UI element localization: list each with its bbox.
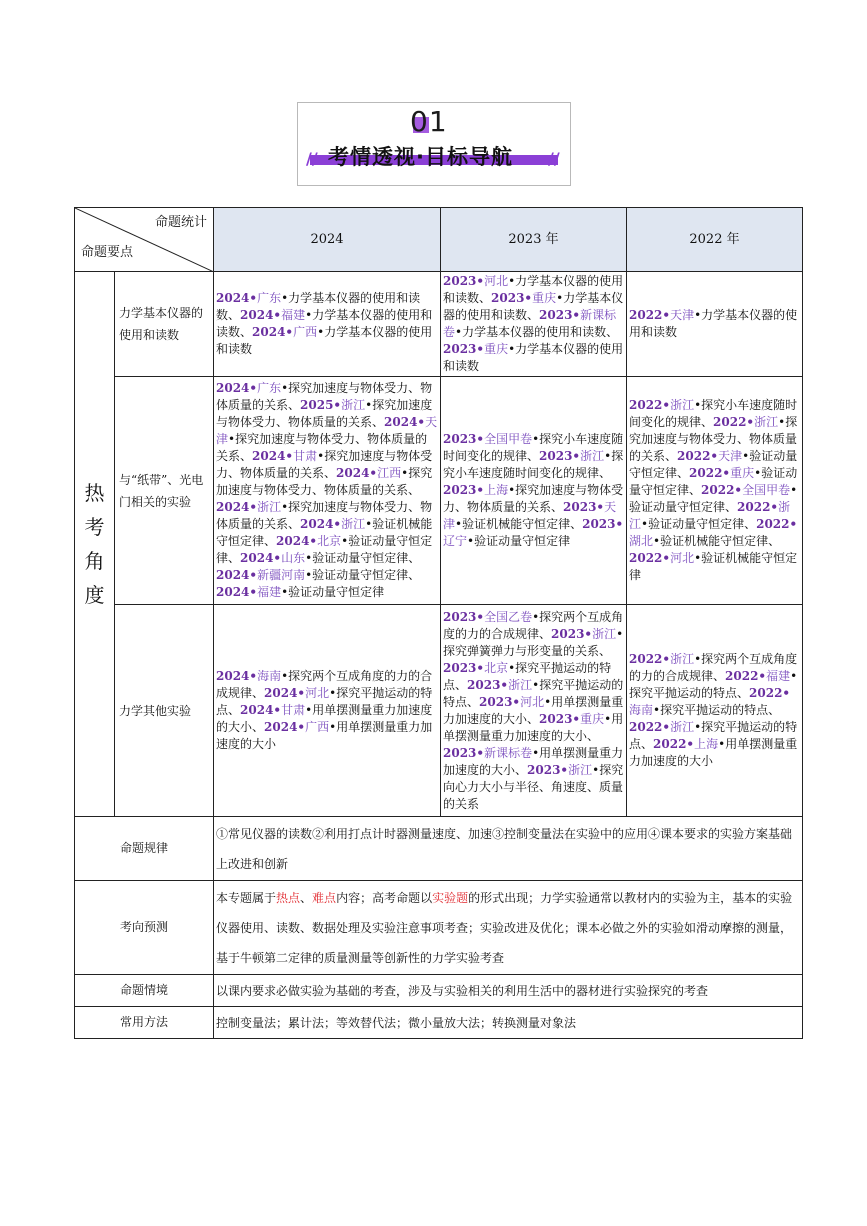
text-segment: 以课内要求必做实验为基础的考查，涉及与实验相关的利用生活中的器材进行实验探究的考查 bbox=[216, 983, 709, 998]
emphasis-text: 实验题 bbox=[432, 890, 469, 905]
region-tag: 上海 bbox=[484, 483, 509, 497]
region-tag: 浙江 bbox=[670, 398, 695, 412]
year-tag: 2022• bbox=[749, 686, 791, 700]
region-tag: 重庆 bbox=[484, 342, 509, 356]
year-tag: 2022• bbox=[725, 669, 767, 683]
region-tag: 辽宁 bbox=[443, 534, 468, 548]
region-tag: 浙江 bbox=[257, 500, 282, 514]
corner-bottom-label: 命题要点 bbox=[81, 245, 134, 260]
region-tag: 天津 bbox=[216, 415, 438, 446]
text-segment: •用单摆测量重力加速度的大小、 bbox=[443, 711, 624, 743]
region-tag: 天津 bbox=[443, 500, 617, 531]
region-tag: 浙江 bbox=[341, 517, 366, 531]
region-tag: 福建 bbox=[257, 585, 282, 599]
text-segment: •探究加速度与物体受力、物体质量的关系、 bbox=[216, 449, 433, 480]
year-tag: 2022• bbox=[653, 737, 695, 751]
corner-top-label: 命题统计 bbox=[154, 215, 207, 230]
region-tag: 湖北 bbox=[629, 534, 654, 548]
region-tag: 山东 bbox=[281, 551, 306, 565]
text-segment: •验证机械能守恒定律 bbox=[629, 551, 798, 582]
text-segment: •验证动量守恒定律、 bbox=[629, 466, 798, 497]
region-tag: 浙江 bbox=[670, 652, 695, 666]
cell-2024 bbox=[214, 272, 441, 377]
year-tag: 2023• bbox=[563, 500, 605, 514]
year-tag: 2024• bbox=[240, 308, 282, 322]
cell-2024 bbox=[214, 605, 441, 817]
hot-topic-group-label bbox=[75, 272, 115, 817]
text-segment: •探究加速度与物体受力、物体质量的关系、 bbox=[216, 398, 433, 429]
year-tag: 2023• bbox=[551, 626, 593, 641]
text-segment: •探究平抛运动的特点、 bbox=[443, 677, 624, 709]
year-tag: 2024• bbox=[216, 500, 258, 514]
region-tag: 浙江 bbox=[580, 449, 605, 463]
year-tag: 2024• bbox=[216, 669, 258, 683]
region-tag: 甘肃 bbox=[293, 449, 318, 463]
summary-label: 常用方法 bbox=[75, 1007, 214, 1039]
year-tag: 2022• bbox=[701, 483, 743, 497]
text-segment: •力学基本仪器的使用和读数 bbox=[216, 325, 433, 356]
year-tag: 2024• bbox=[216, 568, 258, 582]
year-tag: 2024• bbox=[216, 381, 258, 395]
text-segment: •探究小车速度随时间变化的规律、 bbox=[443, 449, 624, 480]
region-tag: 天津 bbox=[670, 308, 695, 322]
region-tag: 上海 bbox=[694, 737, 719, 751]
topic-cell: 力学其他实验 bbox=[115, 605, 214, 817]
year-tag: 2023• bbox=[443, 342, 485, 356]
section-banner bbox=[297, 102, 571, 186]
topic-cell: 与“纸带”、光电门相关的实验 bbox=[115, 377, 214, 605]
year-tag: 2023• bbox=[539, 449, 581, 463]
text-segment: •验证动量守恒定律 bbox=[467, 534, 571, 548]
summary-row bbox=[75, 881, 803, 975]
summary-row bbox=[75, 1007, 803, 1039]
header-row bbox=[75, 208, 803, 272]
text-segment: •探究平抛运动的特点、 bbox=[629, 720, 798, 751]
group-char: 热 bbox=[84, 481, 105, 505]
text-segment: •用单摆测量重力加速度的大小 bbox=[629, 737, 798, 768]
summary-text bbox=[214, 881, 803, 975]
table-row bbox=[75, 605, 803, 817]
region-tag: 新课标卷 bbox=[443, 308, 617, 339]
year-tag: 2023• bbox=[467, 677, 509, 692]
summary-label: 考向预测 bbox=[75, 881, 214, 975]
year-tag: 2023• bbox=[491, 291, 533, 305]
text-segment: •力学基本仪器的使用和读数、 bbox=[443, 274, 624, 305]
text-segment: •探究平抛运动的特点、 bbox=[629, 669, 798, 700]
year-tag: 2022• bbox=[756, 517, 798, 531]
year-tag: 2022• bbox=[737, 500, 779, 514]
table-row bbox=[75, 377, 803, 605]
text-segment: •验证动量守恒定律、 bbox=[641, 517, 757, 531]
region-tag: 河北 bbox=[670, 551, 695, 565]
region-tag: 福建 bbox=[766, 669, 791, 683]
year-tag: 2022• bbox=[629, 308, 671, 322]
year-tag: 2023• bbox=[443, 745, 485, 760]
text-segment: 、 bbox=[300, 890, 313, 905]
text-segment: 内容；高考命题以 bbox=[336, 890, 433, 905]
group-char: 考 bbox=[84, 515, 105, 539]
year-tag: 2022• bbox=[629, 652, 671, 666]
year-tag: 2022• bbox=[629, 720, 671, 734]
summary-label: 命题情境 bbox=[75, 975, 214, 1007]
text-segment: •用单摆测量重力加速度的大小、 bbox=[443, 694, 624, 726]
year-tag: 2023• bbox=[539, 711, 581, 726]
emphasis-text: 热点 bbox=[276, 890, 301, 905]
text-segment: •探究平抛运动的特点、 bbox=[443, 660, 612, 692]
summary-text bbox=[214, 817, 803, 881]
region-tag: 河北 bbox=[520, 694, 545, 709]
cell-2024 bbox=[214, 377, 441, 605]
year-tag: 2022• bbox=[677, 449, 719, 463]
region-tag: 全国乙卷 bbox=[484, 609, 533, 624]
text-segment: •验证机械能守恒定律、 bbox=[455, 517, 583, 531]
region-tag: 全国甲卷 bbox=[742, 483, 791, 497]
text-segment: •力学基本仪器的使用和读数、 bbox=[216, 308, 433, 339]
corner-header-cell bbox=[75, 208, 214, 272]
topic-cell: 力学基本仪器的使用和读数 bbox=[115, 272, 214, 377]
header-2022: 2022 年 bbox=[627, 208, 803, 272]
year-tag: 2024• bbox=[216, 291, 258, 305]
region-tag: 浙江 bbox=[341, 398, 366, 412]
text-segment: •探究加速度与物体受力、物体质量的关系、 bbox=[216, 466, 433, 497]
year-tag: 2024• bbox=[276, 534, 318, 548]
text-segment: •探究加速度与物体受力、物体质量的关系、 bbox=[216, 432, 428, 463]
region-tag: 浙江 bbox=[592, 626, 617, 641]
year-tag: 2024• bbox=[252, 325, 294, 339]
year-tag: 2024• bbox=[336, 466, 378, 480]
summary-text bbox=[214, 975, 803, 1007]
text-segment: •探究两个互成角度的力的合成规律、 bbox=[443, 609, 624, 641]
summary-row bbox=[75, 975, 803, 1007]
year-tag: 2022• bbox=[689, 466, 731, 480]
text-segment: •探究两个互成角度的力的合成规律、 bbox=[629, 652, 798, 683]
region-tag: 广西 bbox=[293, 325, 318, 339]
year-tag: 2024• bbox=[252, 449, 294, 463]
text-segment: 控制变量法；累计法；等效替代法；微小量放大法；转换测量对象法 bbox=[216, 1015, 577, 1030]
text-segment: •探究小车速度随时间变化的规律、 bbox=[629, 398, 798, 429]
region-tag: 广东 bbox=[257, 291, 282, 305]
text-segment: •力学基本仪器的使用和读数 bbox=[443, 342, 624, 373]
year-tag: 2024• bbox=[240, 551, 282, 565]
section-title: 考情透视·目标导航 bbox=[328, 145, 513, 169]
year-tag: 2022• bbox=[629, 398, 671, 412]
text-segment: •探究平抛运动的特点、 bbox=[653, 703, 781, 717]
year-tag: 2024• bbox=[240, 703, 282, 717]
year-tag: 2023• bbox=[527, 762, 569, 777]
summary-row bbox=[75, 817, 803, 881]
cell-2022 bbox=[627, 272, 803, 377]
text-segment: •力学基本仪器的使用和读数、 bbox=[443, 291, 624, 322]
region-tag: 浙江 bbox=[629, 500, 791, 531]
region-tag: 重庆 bbox=[730, 466, 755, 480]
group-char: 角 bbox=[84, 549, 105, 573]
cell-2023 bbox=[441, 272, 627, 377]
region-tag: 浙江 bbox=[670, 720, 695, 734]
text-segment: •用单摆测量重力加速度的大小、 bbox=[443, 745, 624, 777]
text-segment: •力学基本仪器的使用和读数、 bbox=[216, 291, 421, 322]
year-tag: 2024• bbox=[264, 720, 306, 734]
text-segment: 的形式出现；力学实验通常以教材内的实验为主，基本的实验仪器使用、读数、数据处理及实验注意事项考查；实验改进及优化；课本必做之外的实验如滑动摩擦的测量，基于牛顿第二定律的质量测量等创新性的力学实验考查 bbox=[216, 890, 793, 965]
text-segment: •探究平抛运动的特点、 bbox=[216, 686, 433, 717]
region-tag: 新疆河南 bbox=[257, 568, 306, 582]
text-segment: •验证动量守恒定律、 bbox=[216, 534, 433, 565]
region-tag: 天津 bbox=[718, 449, 743, 463]
region-tag: 重庆 bbox=[532, 291, 557, 305]
year-tag: 2024• bbox=[264, 686, 306, 700]
region-tag: 河北 bbox=[305, 686, 330, 700]
region-tag: 江西 bbox=[377, 466, 402, 480]
text-segment: •探究小车速度随时间变化的规律、 bbox=[443, 432, 624, 463]
year-tag: 2024• bbox=[300, 517, 342, 531]
region-tag: 新课标卷 bbox=[484, 745, 533, 760]
region-tag: 重庆 bbox=[580, 711, 605, 726]
text-segment: •验证动量守恒定律、 bbox=[305, 551, 421, 565]
section-number: 01 bbox=[410, 105, 448, 138]
year-tag: 2022• bbox=[629, 551, 671, 565]
emphasis-text: 难点 bbox=[312, 890, 337, 905]
region-tag: 全国甲卷 bbox=[484, 432, 533, 446]
cell-2023 bbox=[441, 377, 627, 605]
text-segment: •验证机械能守恒定律、 bbox=[653, 534, 781, 548]
text-segment: ①常见仪器的读数②利用打点计时器测量速度、加速③控制变量法在实验中的应用④课本要求的实验方案基础上改进和创新 bbox=[216, 826, 793, 871]
text-segment: •验证动量守恒定律、 bbox=[305, 568, 421, 582]
year-tag: 2023• bbox=[479, 694, 521, 709]
text-segment: •探究两个互成角度的力的合成规律、 bbox=[216, 669, 433, 700]
year-tag: 2023• bbox=[539, 308, 581, 322]
region-tag: 浙江 bbox=[508, 677, 533, 692]
text-segment: •验证动量守恒定律、 bbox=[629, 483, 798, 514]
year-tag: 2022• bbox=[713, 415, 755, 429]
cell-2023 bbox=[441, 605, 627, 817]
year-tag: 2025• bbox=[300, 398, 342, 412]
text-segment: •验证机械能守恒定律、 bbox=[216, 517, 433, 548]
year-tag: 2024• bbox=[216, 585, 258, 599]
text-segment: •验证动量守恒定律、 bbox=[629, 449, 798, 480]
year-tag: 2023• bbox=[443, 432, 485, 446]
text-segment: •探究加速度与物体受力、物体质量的关系、 bbox=[216, 381, 433, 412]
cell-2022 bbox=[627, 605, 803, 817]
year-tag: 2024• bbox=[384, 415, 426, 429]
table-row bbox=[75, 272, 803, 377]
text-segment: 本专题属于 bbox=[216, 890, 277, 905]
region-tag: 广东 bbox=[257, 381, 282, 395]
cell-2022 bbox=[627, 377, 803, 605]
text-segment: •探究弹簧弹力与形变量的关系、 bbox=[443, 626, 624, 658]
year-tag: 2023• bbox=[443, 609, 485, 624]
region-tag: 福建 bbox=[281, 308, 306, 322]
year-tag: 2023• bbox=[443, 483, 485, 497]
text-segment: •用单摆测量重力加速度的大小 bbox=[216, 720, 433, 751]
left-slashes: // bbox=[306, 149, 318, 168]
summary-text bbox=[214, 1007, 803, 1039]
region-tag: 浙江 bbox=[754, 415, 779, 429]
right-slashes: // bbox=[548, 149, 560, 168]
region-tag: 甘肃 bbox=[281, 703, 306, 717]
header-2024: 2024 bbox=[214, 208, 441, 272]
region-tag: 广西 bbox=[305, 720, 330, 734]
region-tag: 河北 bbox=[484, 274, 509, 288]
exam-analysis-table bbox=[74, 207, 803, 1039]
text-segment: •探究向心力大小与半径、角速度、质量的关系 bbox=[443, 762, 624, 811]
year-tag: 2023• bbox=[582, 517, 624, 531]
region-tag: 浙江 bbox=[568, 762, 593, 777]
text-segment: •探究加速度与物体受力、物体质量的关系、 bbox=[443, 483, 624, 514]
header-2023: 2023 年 bbox=[441, 208, 627, 272]
region-tag: 海南 bbox=[629, 703, 654, 717]
region-tag: 北京 bbox=[484, 660, 509, 675]
year-tag: 2023• bbox=[443, 660, 485, 675]
text-segment: •探究加速度与物体受力、物体质量的关系、 bbox=[216, 500, 433, 531]
year-tag: 2023• bbox=[443, 274, 485, 288]
region-tag: 海南 bbox=[257, 669, 282, 683]
text-segment: •力学基本仪器的使用和读数、 bbox=[455, 325, 619, 339]
text-segment: •用单摆测量重力加速度的大小、 bbox=[216, 703, 433, 734]
text-segment: •探究加速度与物体受力、物体质量的关系、 bbox=[629, 415, 798, 463]
region-tag: 北京 bbox=[317, 534, 342, 548]
text-segment: •验证动量守恒定律 bbox=[281, 585, 385, 599]
text-segment: •力学基本仪器的使用和读数 bbox=[629, 308, 798, 339]
summary-label: 命题规律 bbox=[75, 817, 214, 881]
group-char: 度 bbox=[84, 583, 105, 607]
